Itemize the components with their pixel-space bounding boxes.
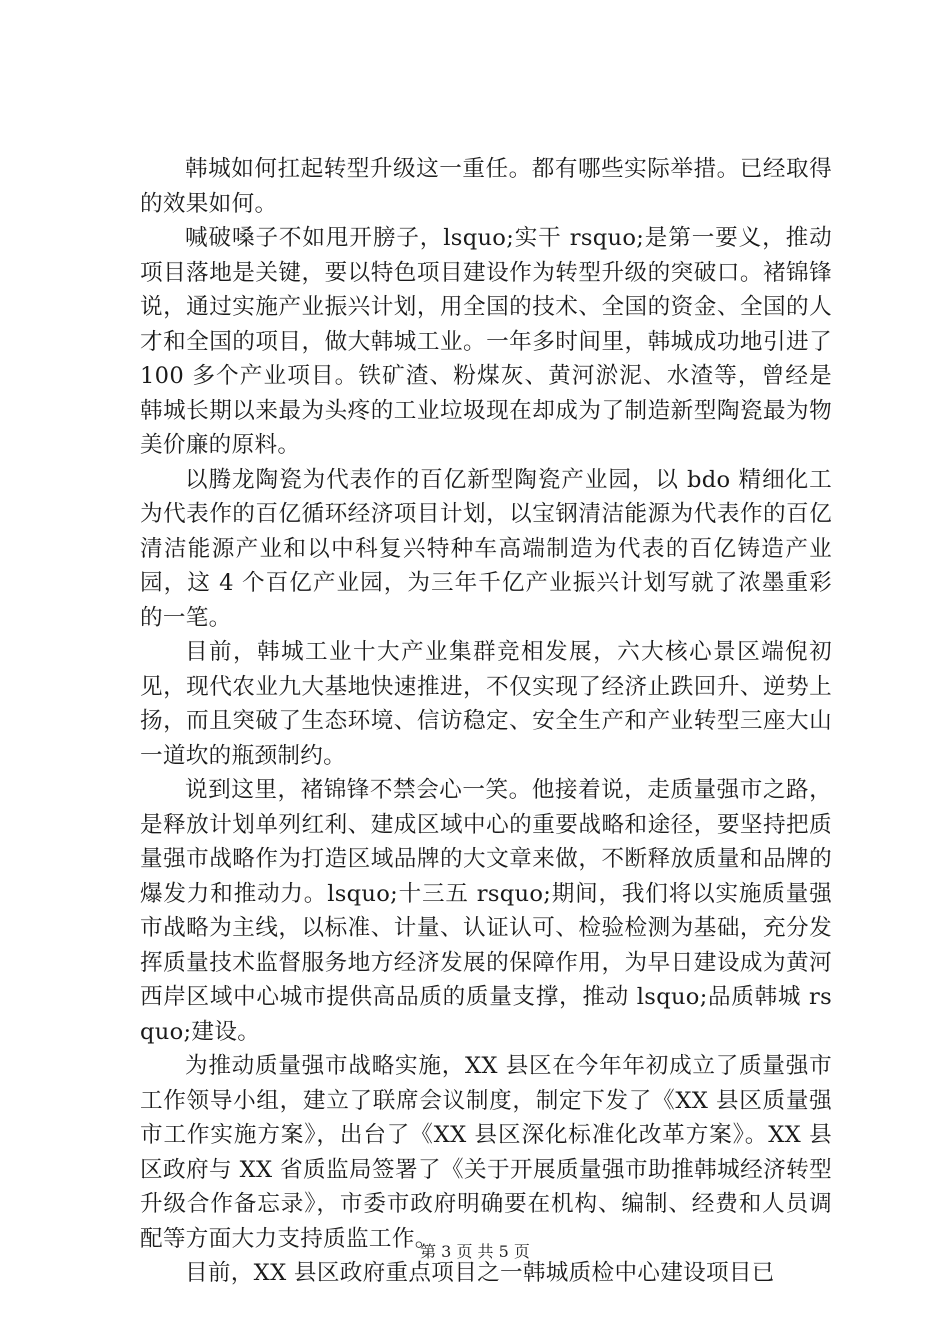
paragraph-1: 韩城如何扛起转型升级这一重任。都有哪些实际举措。已经取得的效果如何。 [140, 156, 832, 217]
paragraph-7: 目前，XX 县区政府重点项目之一韩城质检中心建设项目已 [185, 1260, 775, 1286]
paragraph-5: 说到这里，褚锦锋不禁会心一笑。他接着说，走质量强市之路，是释放计划单列红利、建成区域中心的重要战略和途径，要坚持把质量强市战略作为打造区域品牌的大文章来做，不断释放质量和品牌的爆发力和推动力。lsquo;十三五 rsquo;期间，我们将以实施质量强市战略为主线，以标准、计量、认证认可、检验检测为基础，充分发挥质量技术监督服务地方经济发展的保障作用，为早日建设成为黄河西岸区域中心城市提供高品质的质量支撑，推动 lsquo;品质韩城 rsquo;建设。 [140, 777, 832, 1045]
body-text [140, 152, 832, 1291]
page-footer: 第 3 页 共 5 页 [420, 1242, 530, 1261]
paragraph-6: 为推动质量强市战略实施，XX 县区在今年年初成立了质量强市工作领导小组，建立了联席会议制度，制定下发了《XX 县区质量强市工作实施方案》，出台了《XX 县区深化标准化改革方案》。XX 县区政府与 XX 省质监局签署了《关于开展质量强市助推韩城经济转型升级合作备忘录》，市委市政府明确要在机构、编制、经费和人员调配等方面大力支持质监工作。 [140, 1053, 832, 1252]
paragraph-4: 目前，韩城工业十大产业集群竞相发展，六大核心景区端倪初见，现代农业九大基地快速推进，不仅实现了经济止跌回升、逆势上扬，而且突破了生态环境、信访稳定、安全生产和产业转型三座大山一道坎的瓶颈制约。 [140, 639, 832, 769]
paragraph-3: 以腾龙陶瓷为代表作的百亿新型陶瓷产业园，以 bdo 精细化工为代表作的百亿循环经济项目计划，以宝钢清洁能源为代表作的百亿清洁能源产业和以中科复兴特种车高端制造为代表的百亿铸造产业园，这 4 个百亿产业园，为三年千亿产业振兴计划写就了浓墨重彩的一笔。 [140, 466, 832, 631]
paragraph-2: 喊破嗓子不如甩开膀子，lsquo;实干 rsquo;是第一要义，推动项目落地是关键，要以特色项目建设作为转型升级的突破口。褚锦锋说，通过实施产业振兴计划，用全国的技术、全国的资金、全国的人才和全国的项目，做大韩城工业。一年多时间里，韩城成功地引进了 100 多个产业项目。铁矿渣、粉煤灰、黄河淤泥、水渣等，曾经是韩城长期以来最为头疼的工业垃圾现在却成为了制造新型陶瓷最为物美价廉的原料。 [140, 225, 832, 458]
